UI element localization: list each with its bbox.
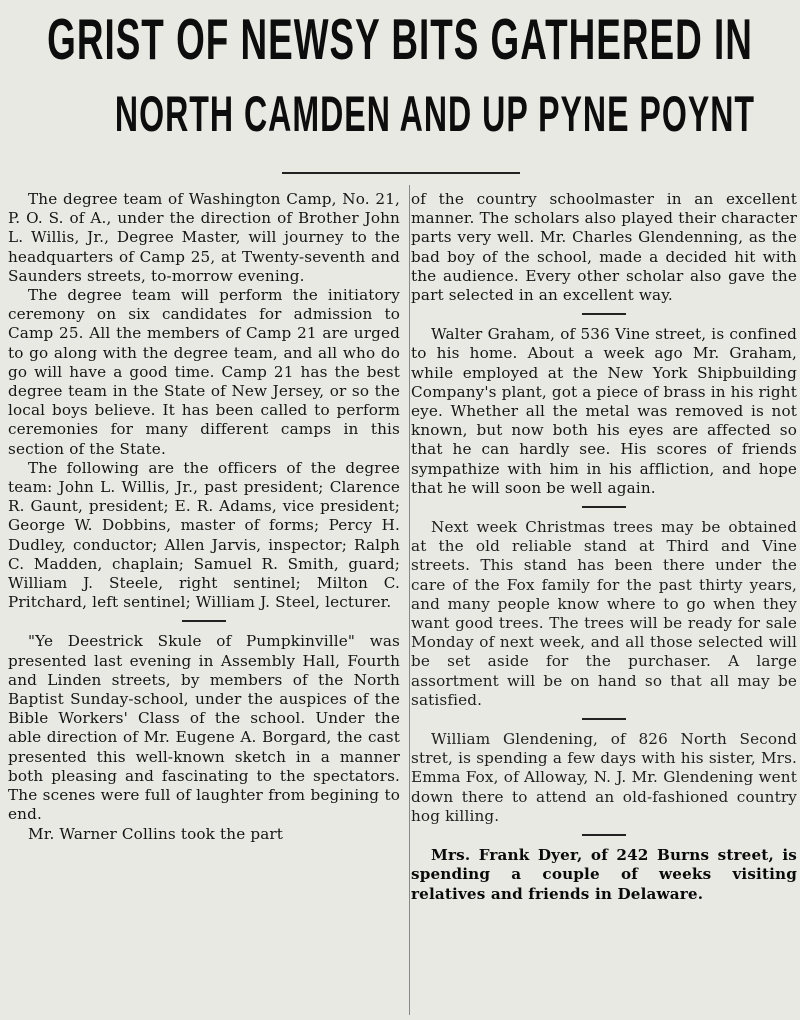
- article-officers-list: The following are the officers of the degree team: John L. Willis, Jr., past president; Clarence R. Gaunt, president; E. R. Adams, vice president; George W. Dobbins, master of forms; Percy H. Dudley, conductor; Allen Jarvis, inspector; Ralph C. Madden, chaplain; Samuel R. Smith, guard; William J. Steele, right sentinel; Milton C. Pritchard, left sentinel; William J. Steel, lecturer.: [8, 458, 400, 612]
- headline-line-1: GRIST OF NEWSY BITS GATHERED IN: [47, 8, 753, 72]
- article-separator: [582, 506, 626, 508]
- article-deestrick-skule: "Ye Deestrick Skule of Pumpkinville" was presented last evening in Assembly Hall, Fourth and Linden streets, by members of the North Baptist Sunday-school, under the auspices of the Bible Workers' Class of the school. Under the able direction of Mr. Eugene A. Borgard, the cast presented this well-known sketch in a manner both pleasing and fascinating to the spectators. The scenes were full of laughter from begining to end.: [8, 632, 400, 824]
- article-christmas-trees: Next week Christmas trees may be obtained at the old reliable stand at Third and Vine streets. This stand has been there under the care of the Fox family for the past thirty years, and many people know where to go when they want good trees. The trees will be ready for sale Monday of next week, and all those selected will be set aside for the purchaser. A large assortment will be on hand so that all may be satisfied.: [411, 518, 797, 709]
- column-divider: [409, 185, 410, 1015]
- headline-line-2: NORTH CAMDEN AND UP PYNE POYNT: [114, 86, 756, 142]
- article-frank-dyer: Mrs. Frank Dyer, of 242 Burns street, is spending a couple of weeks visiting relatives and friends in Delaware.: [411, 846, 797, 903]
- headline-rule: [282, 172, 520, 174]
- article-walter-graham: Walter Graham, of 536 Vine street, is confined to his home. About a week ago Mr. Graham, while employed at the New York Shipbuilding Company's plant, got a piece of brass in his right eye. Whether all the metal was removed is not known, but now both his eyes are affected so that he can hardly see. His scores of friends sympathize with him in his affliction, and hope that he will soon be well again.: [411, 325, 797, 497]
- article-degree-team: The degree team of Washington Camp, No. 21, P. O. S. of A., under the direction of Brother John L. Willis, Jr., Degree Master, will journey to the headquarters of Camp 25, at Twenty-seventh and Saunders streets, to-morrow evening.: [8, 190, 400, 285]
- left-column: [8, 190, 400, 844]
- article-separator: [582, 313, 626, 315]
- article-warner-collins: Mr. Warner Collins took the part: [28, 824, 284, 843]
- article-separator: [182, 620, 226, 622]
- article-separator: [582, 834, 626, 836]
- article-initiatory-ceremony: The degree team will perform the initiatory ceremony on six candidates for admission to Camp 25. All the members of Camp 21 are urged to go along with the degree team, and all who do go will have a good time. Camp 21 has the best degree team in the State of New Jersey, or so the local boys believe. It has been called to perform ceremonies for many different camps in this section of the State.: [8, 286, 400, 458]
- article-separator: [582, 718, 626, 720]
- right-column: [411, 190, 797, 904]
- article-schoolmaster-continued: of the country schoolmaster in an excellent manner. The scholars also played their character parts very well. Mr. Charles Glendenning, as the bad boy of the school, made a decided hit with the audience. Every other scholar also gave the part selected in an excellent way.: [411, 190, 797, 305]
- article-william-glendening: William Glendening, of 826 North Second stret, is spending a few days with his sister, Mrs. Emma Fox, of Alloway, N. J. Mr. Glendening went down there to attend an old-fashioned country hog killing.: [411, 730, 797, 825]
